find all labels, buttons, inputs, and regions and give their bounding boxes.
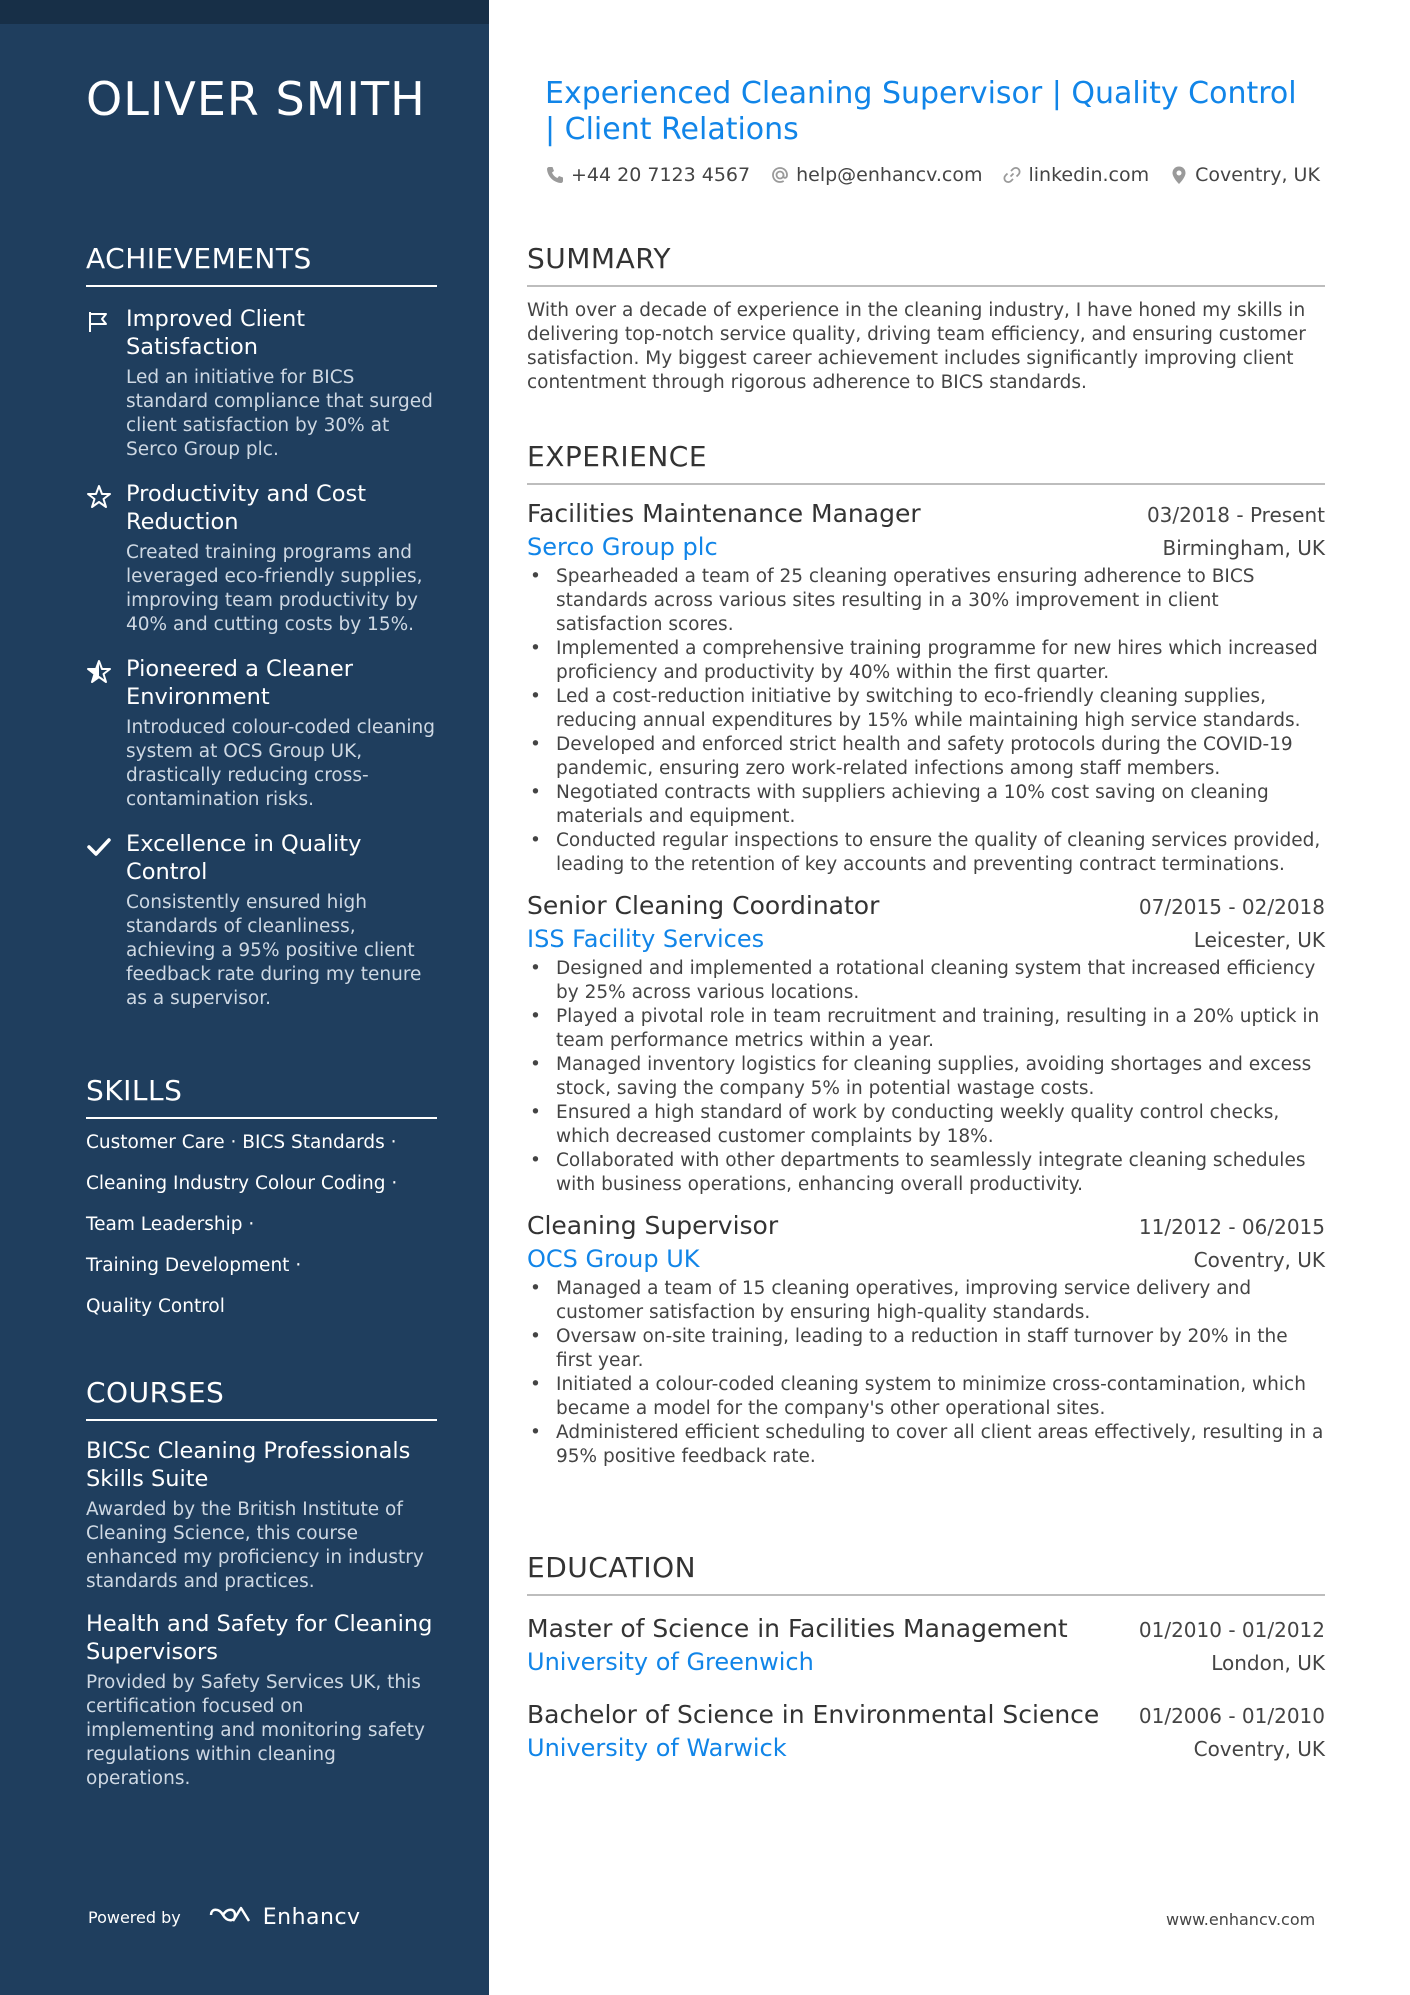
job-bullet: • Initiated a colour-coded cleaning system to minimize cross-contamination, which became a model for the company's other operational sites. (527, 1373, 1325, 1421)
skills-heading: SKILLS (86, 1074, 437, 1119)
achievement-title: Productivity and Cost Reduction (126, 481, 367, 535)
achievement-item (86, 655, 437, 812)
education-heading: EDUCATION (527, 1551, 1325, 1596)
job-bullet: • Played a pivotal role in team recruitment and training, resulting in a 20% uptick in team performance metrics within a year. (527, 1005, 1325, 1053)
course-description: Awarded by the British Institute of Cleaning Science, this course enhanced my proficiency in industry standards and practices. (86, 1499, 424, 1592)
sidebar (0, 0, 489, 1995)
course-description: Provided by Safety Services UK, this certification focused on implementing and monitoring safety regulations within cleaning operations. (86, 1672, 425, 1789)
job-bullet: • Implemented a comprehensive training programme for new hires which increased proficiency and productivity by 40% within the first quarter. (527, 637, 1325, 685)
linkedin-text: linkedin.com (1028, 164, 1150, 186)
powered-by-label: Powered by (88, 1907, 181, 1927)
job-bullet: • Developed and enforced strict health and safety protocols during the COVID-19 pandemic, ensuring zero work-related infections among staff members. (527, 733, 1325, 781)
school-name: University of Warwick (527, 1734, 787, 1762)
link-icon (1002, 165, 1022, 185)
achievement-title: Excellence in Quality Control (126, 831, 362, 885)
experience-heading: EXPERIENCE (527, 440, 1325, 485)
skill-separator: · (248, 1214, 255, 1235)
skill-tag: BICS Standards (242, 1132, 385, 1153)
website-link[interactable]: www.enhancv.com (1166, 1910, 1316, 1929)
contact-phone[interactable] (545, 164, 750, 186)
education-dates: 01/2010 - 01/2012 (1138, 1618, 1325, 1642)
job-bullets (527, 565, 1325, 877)
job-bullet: • Oversaw on-site training, leading to a reduction in staff turnover by 20% in the first year. (527, 1325, 1325, 1373)
achievement-item (86, 830, 437, 1011)
email-text: help@enhancv.com (796, 164, 983, 186)
course-item (86, 1437, 437, 1594)
skill-tag: Quality Control (86, 1296, 225, 1317)
sidebar-top-bar (0, 0, 489, 24)
course-title: BICSc Cleaning Professionals Skills Suite (86, 1438, 411, 1492)
achievements-heading: ACHIEVEMENTS (86, 242, 437, 287)
job-location: Leicester, UK (1193, 928, 1325, 952)
achievements-section (86, 242, 437, 1011)
location-pin-icon (1169, 165, 1189, 185)
school-location: Coventry, UK (1193, 1737, 1325, 1761)
job-bullet: • Managed inventory logistics for cleaning supplies, avoiding shortages and excess stock, saving the company 5% in potential wastage costs. (527, 1053, 1325, 1101)
skill-separator: · (390, 1132, 397, 1153)
education-entry (527, 1612, 1325, 1678)
job-bullet: • Led a cost-reduction initiative by switching to eco-friendly cleaning supplies, reducing annual expenditures by 15% while maintaining high service standards. (527, 685, 1325, 733)
courses-heading: COURSES (86, 1376, 437, 1421)
skills-section (86, 1074, 437, 1336)
education-section (527, 1551, 1325, 1764)
job-location: Birmingham, UK (1162, 536, 1325, 560)
job-bullets (527, 957, 1325, 1197)
achievement-description: Led an initiative for BICS standard compliance that surged client satisfaction by 30% at Serco Group plc. (126, 367, 433, 460)
achievement-description: Introduced colour-coded cleaning system at OCS Group UK, drastically reducing cross-contamination risks. (126, 717, 435, 810)
job-company: ISS Facility Services (527, 925, 765, 953)
contact-email[interactable] (770, 164, 982, 186)
skills-list (86, 1131, 437, 1319)
job-title: Facilities Maintenance Manager (527, 499, 921, 528)
summary-text: With over a decade of experience in the cleaning industry, I have honed my skills in delivering top-notch service quality, driving team efficiency, and ensuring customer satisfaction. My biggest career achievement includes significantly improving client contentment through rigorous adherence to BICS standards. (527, 300, 1306, 393)
enhancv-logo-icon (207, 1903, 253, 1931)
job-location: Coventry, UK (1193, 1248, 1325, 1272)
job-dates: 11/2012 - 06/2015 (1138, 1215, 1325, 1239)
courses-section (86, 1376, 437, 1791)
job-bullet: • Administered efficient scheduling to cover all client areas effectively, resulting in a 95% positive feedback rate. (527, 1421, 1325, 1469)
education-dates: 01/2006 - 01/2010 (1138, 1704, 1325, 1728)
job-bullet: • Spearheaded a team of 25 cleaning operatives ensuring adherence to BICS standards across various sites resulting in a 30% improvement in client satisfaction scores. (527, 565, 1325, 637)
powered-by (88, 1903, 361, 1931)
achievement-description: Consistently ensured high standards of cleanliness, achieving a 95% positive client feedback rate during my tenure as a supervisor. (126, 892, 422, 1009)
achievement-title: Pioneered a Cleaner Environment (126, 656, 353, 710)
job-bullet: • Designed and implemented a rotational cleaning system that increased efficiency by 25% across various locations. (527, 957, 1325, 1005)
school-name: University of Greenwich (527, 1648, 814, 1676)
contact-bar (545, 164, 1340, 186)
phone-icon (545, 165, 565, 185)
degree-title: Master of Science in Facilities Management (527, 1614, 1068, 1643)
skill-separator: · (230, 1132, 237, 1153)
candidate-name: OLIVER SMITH (86, 72, 426, 126)
job-bullet: • Managed a team of 15 cleaning operatives, improving service delivery and customer satisfaction by ensuring high-quality standards. (527, 1277, 1325, 1325)
job-entry (527, 889, 1325, 1197)
achievement-item (86, 480, 437, 637)
skill-separator: · (295, 1255, 302, 1276)
job-bullet: • Ensured a high standard of work by conducting weekly quality control checks, which decreased customer complaints by 18%. (527, 1101, 1325, 1149)
summary-heading: SUMMARY (527, 242, 1325, 287)
skill-tag: Team Leadership (86, 1214, 243, 1235)
job-company: Serco Group plc (527, 533, 718, 561)
location-text: Coventry, UK (1195, 164, 1320, 186)
job-bullets (527, 1277, 1325, 1469)
job-title: Cleaning Supervisor (527, 1211, 779, 1240)
contact-location (1169, 164, 1320, 186)
headline: Experienced Cleaning Supervisor | Quality Control | Client Relations (545, 76, 1297, 147)
job-dates: 07/2015 - 02/2018 (1138, 895, 1325, 919)
job-entry (527, 1209, 1325, 1469)
course-title: Health and Safety for Cleaning Supervisors (86, 1611, 433, 1665)
job-title: Senior Cleaning Coordinator (527, 891, 880, 920)
skill-separator: · (391, 1173, 398, 1194)
achievement-item (86, 305, 437, 462)
course-item (86, 1610, 437, 1791)
contact-linkedin[interactable] (1002, 164, 1149, 186)
job-company: OCS Group UK (527, 1245, 700, 1273)
checkmark-icon (86, 834, 112, 860)
job-entry (527, 497, 1325, 877)
job-bullet: • Conducted regular inspections to ensure the quality of cleaning services provided, leading to the retention of key accounts and preventing contract terminations. (527, 829, 1325, 877)
summary-section (527, 242, 1325, 395)
phone-text: +44 20 7123 4567 (571, 164, 751, 186)
achievement-description: Created training programs and leveraged eco-friendly supplies, improving team productivity by 40% and cutting costs by 15%. (126, 542, 423, 635)
job-bullet: • Negotiated contracts with suppliers achieving a 10% cost saving on cleaning materials and equipment. (527, 781, 1325, 829)
skill-tag: Cleaning Industry Colour Coding (86, 1173, 386, 1194)
achievement-title: Improved Client Satisfaction (126, 306, 306, 360)
job-bullet: • Collaborated with other departments to seamlessly integrate cleaning schedules with business operations, enhancing overall productivity. (527, 1149, 1325, 1197)
skill-tag: Customer Care (86, 1132, 225, 1153)
star-outline-icon (86, 484, 112, 510)
degree-title: Bachelor of Science in Environmental Science (527, 1700, 1100, 1729)
star-half-icon (86, 659, 112, 685)
flag-icon (86, 309, 112, 335)
school-location: London, UK (1211, 1651, 1325, 1675)
skill-tag: Training Development (86, 1255, 290, 1276)
at-sign-icon (770, 165, 790, 185)
education-entry (527, 1698, 1325, 1764)
enhancv-brand-name: Enhancv (262, 1904, 361, 1930)
job-dates: 03/2018 - Present (1146, 503, 1325, 527)
experience-section (527, 440, 1325, 1469)
enhancv-logo-link[interactable] (207, 1903, 361, 1931)
